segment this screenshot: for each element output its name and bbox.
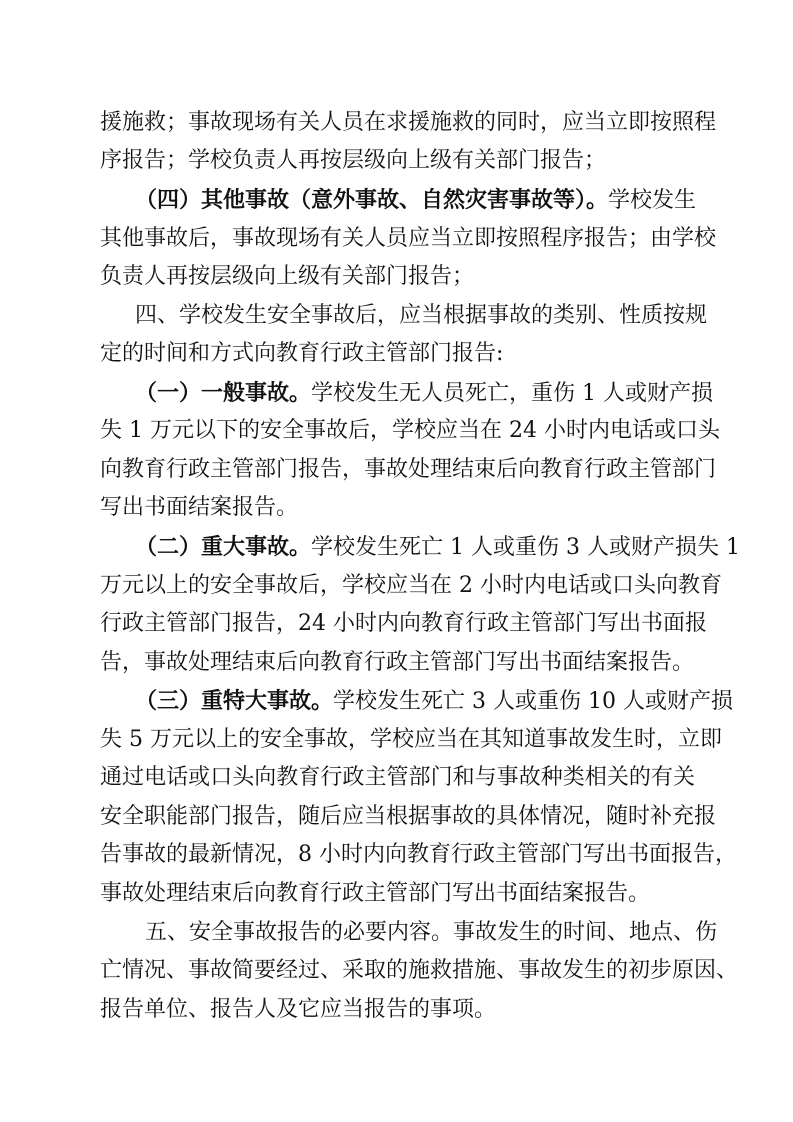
paragraph-line — [135, 682, 733, 720]
paragraph-line: 五、安全事故报告的必要内容。事故发生的时间、地点、伤 — [145, 920, 718, 945]
paragraph-text: 学校发生死亡 1 人或重伤 3 人或财产损失 1 — [311, 535, 740, 560]
paragraph-line: 定的时间和方式向教育行政主管部门报告: — [100, 341, 504, 366]
paragraph-line: 向教育行政主管部门报告，事故处理结束后向教育行政主管部门 — [100, 457, 717, 482]
paragraph-line: 通过电话或口头向教育行政主管部门和与事故种类相关的有关 — [100, 765, 695, 790]
paragraph-line — [135, 528, 740, 566]
paragraph-line — [135, 374, 714, 412]
paragraph-line: 万元以上的安全事故后，学校应当在 2 小时内电话或口头向教育 — [100, 573, 722, 598]
section-heading: （二）重大事故。 — [135, 534, 312, 560]
paragraph-line: 四、学校发生安全事故后，应当根据事故的类别、性质按规 — [135, 303, 708, 328]
paragraph-text: 学校发生 — [608, 188, 697, 213]
paragraph-line: 告，事故处理结束后向教育行政主管部门写出书面结案报告。 — [100, 650, 695, 675]
paragraph-line: 报告单位、报告人及它应当报告的事项。 — [100, 997, 497, 1022]
paragraph-line: 失 1 万元以下的安全事故后，学校应当在 24 小时内电话或口头 — [100, 418, 720, 443]
section-heading: （三）重特大事故。 — [135, 688, 334, 714]
paragraph-line: 亡情况、事故简要经过、采取的施救措施、事故发生的初步原因、 — [100, 958, 739, 983]
paragraph-line — [135, 181, 695, 219]
paragraph-line: 援施救；事故现场有关人员在求援施救的同时，应当立即按照程 — [100, 110, 717, 135]
section-heading: （一）一般事故。 — [135, 380, 312, 406]
paragraph-line: 写出书面结案报告。 — [100, 495, 299, 520]
paragraph-line: 行政主管部门报告，24 小时内向教育行政主管部门写出书面报 — [100, 611, 707, 636]
paragraph-text: 学校发生无人员死亡，重伤 1 人或财产损 — [311, 381, 714, 406]
paragraph-line: 其他事故后，事故现场有关人员应当立即按照程序报告；由学校 — [100, 226, 717, 251]
paragraph-line: 序报告；学校负责人再按层级向上级有关部门报告； — [100, 148, 607, 173]
paragraph-line: 失 5 万元以上的安全事故，学校应当在其知道事故发生时，立即 — [100, 727, 722, 752]
paragraph-text: 学校发生死亡 3 人或重伤 10 人或财产损 — [333, 689, 733, 714]
paragraph-line: 负责人再按层级向上级有关部门报告； — [100, 264, 475, 289]
section-heading: （四）其他事故（意外事故、自然灾害事故等）。 — [135, 187, 609, 213]
paragraph-line: 事故处理结束后向教育行政主管部门写出书面结案报告。 — [100, 881, 651, 906]
paragraph-line: 告事故的最新情况，8 小时内向教育行政主管部门写出书面报告， — [100, 842, 737, 867]
paragraph-line: 安全职能部门报告，随后应当根据事故的具体情况，随时补充报 — [100, 804, 717, 829]
